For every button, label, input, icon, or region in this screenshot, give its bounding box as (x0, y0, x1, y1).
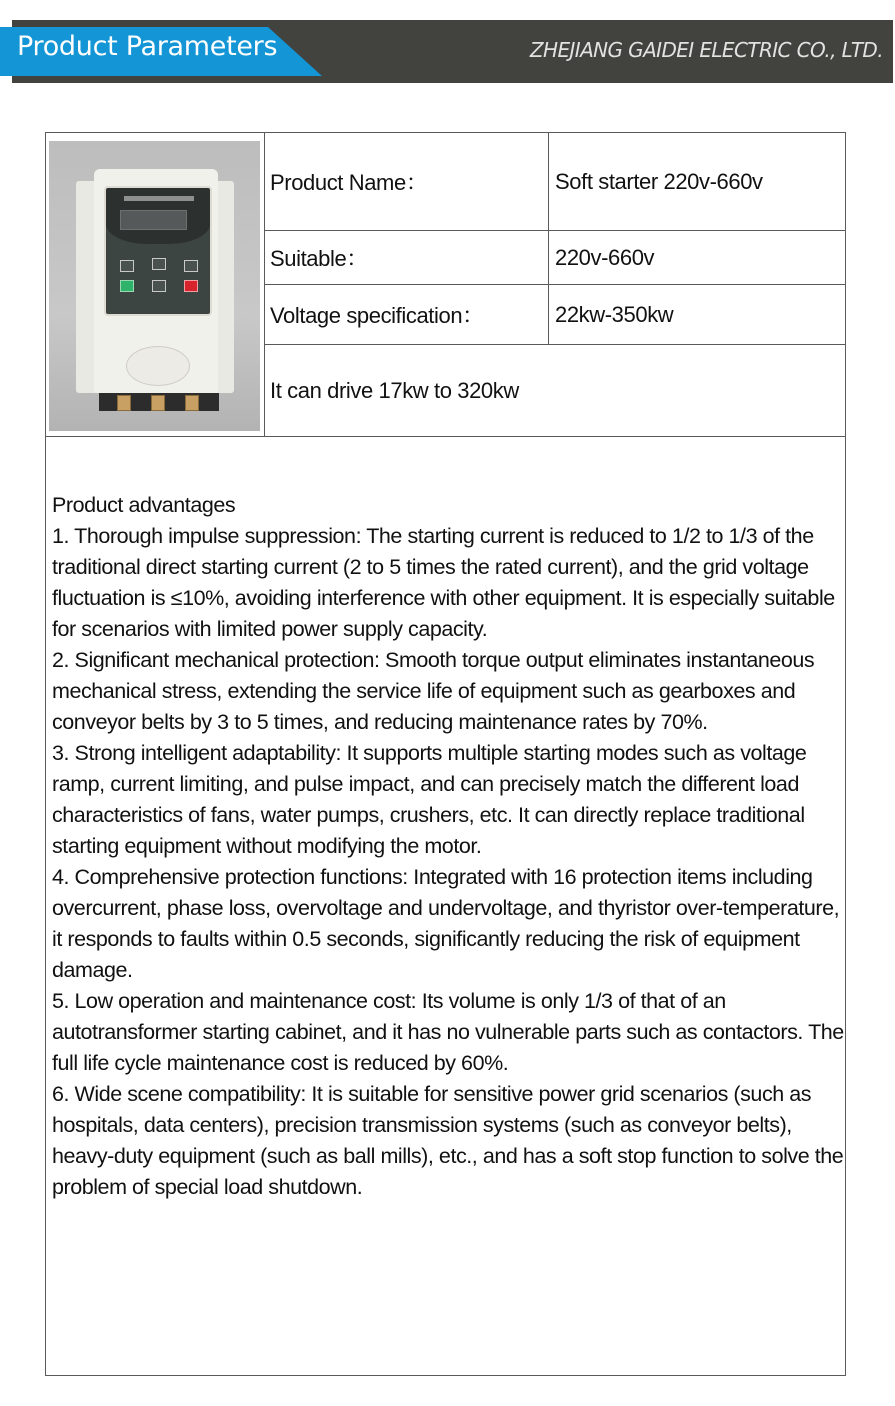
page-title: Product Parameters (17, 31, 278, 62)
terminal-2 (151, 395, 165, 411)
terminal-1 (117, 395, 131, 411)
device-confirm-button (120, 260, 134, 272)
advantages-heading: Product advantages (52, 493, 236, 517)
spec-row-product-name (264, 133, 845, 231)
spec-label: Voltage specification： (270, 303, 484, 328)
device-control-panel (104, 186, 212, 316)
column-divider (548, 285, 549, 344)
device-oval-window (126, 346, 190, 386)
spec-label: Suitable： (270, 246, 368, 271)
advantage-item-1: 1. Thorough impulse suppression: The starting current is reduced to 1/2 to 1/3 of the traditional direct starting current (2 to 5 times the rated current), and the grid voltage fluctuation is ≤10%, avoiding interference with other equipment. It is especially suitable for scenarios with limited power supply capacity. (52, 524, 835, 641)
column-divider (548, 133, 549, 230)
device-up-button (152, 258, 166, 270)
device-set-button (184, 260, 198, 272)
spec-value: 22kw-350kw (555, 301, 674, 327)
company-name: ZHEJIANG GAIDEI ELECTRIC CO., LTD. (529, 38, 883, 62)
column-divider (548, 231, 549, 284)
advantage-item-3: 3. Strong intelligent adaptability: It supports multiple starting modes such as voltage ramp, current limiting, and pulse impact, and can precisely match the different load characteristics of fans, water pumps, crushers, etc. It can directly replace traditional starting equipment without modifying the motor. (52, 741, 807, 858)
spec-row-voltage-specification (264, 285, 845, 345)
spec-label: Product Name： (270, 170, 428, 195)
device-down-button (152, 280, 166, 292)
spec-row-suitable (264, 231, 845, 285)
device-stop-button (184, 280, 198, 292)
spec-value: 220v-660v (555, 244, 655, 270)
spec-row-drive-range (264, 345, 845, 437)
product-advantages (52, 490, 847, 1203)
device-lcd-display (120, 210, 187, 230)
spec-value: Soft starter 220v-660v (555, 168, 763, 194)
advantage-item-5: 5. Low operation and maintenance cost: Its volume is only 1/3 of that of an autotransformer starting cabinet, and it has no vulnerable parts such as contactors. The full life cycle maintenance cost is reduced by 60%. (52, 989, 844, 1075)
product-image (49, 141, 260, 431)
device-label (124, 196, 194, 201)
advantage-item-6: 6. Wide scene compatibility: It is suitable for sensitive power grid scenarios (such as hospitals, data centers), precision transmission systems (such as conveyor belts), heavy-duty equipment (such as ball mills), etc., and has a soft stop function to solve the problem of special load shutdown. (52, 1082, 844, 1199)
product-image-cell (46, 133, 265, 437)
device-run-button (120, 280, 134, 292)
advantage-item-2: 2. Significant mechanical protection: Smooth torque output eliminates instantaneous mechanical stress, extending the service life of equipment such as gearboxes and conveyor belts by 3 to 5 times, and reducing maintenance rates by 70%. (52, 648, 815, 734)
advantage-item-4: 4. Comprehensive protection functions: Integrated with 16 protection items including overcurrent, phase loss, overvoltage and undervoltage, and thyristor over-temperature, it responds to faults within 0.5 seconds, significantly reducing the risk of equipment damage. (52, 865, 840, 982)
drive-note: It can drive 17kw to 320kw (270, 377, 519, 403)
terminal-3 (185, 395, 199, 411)
